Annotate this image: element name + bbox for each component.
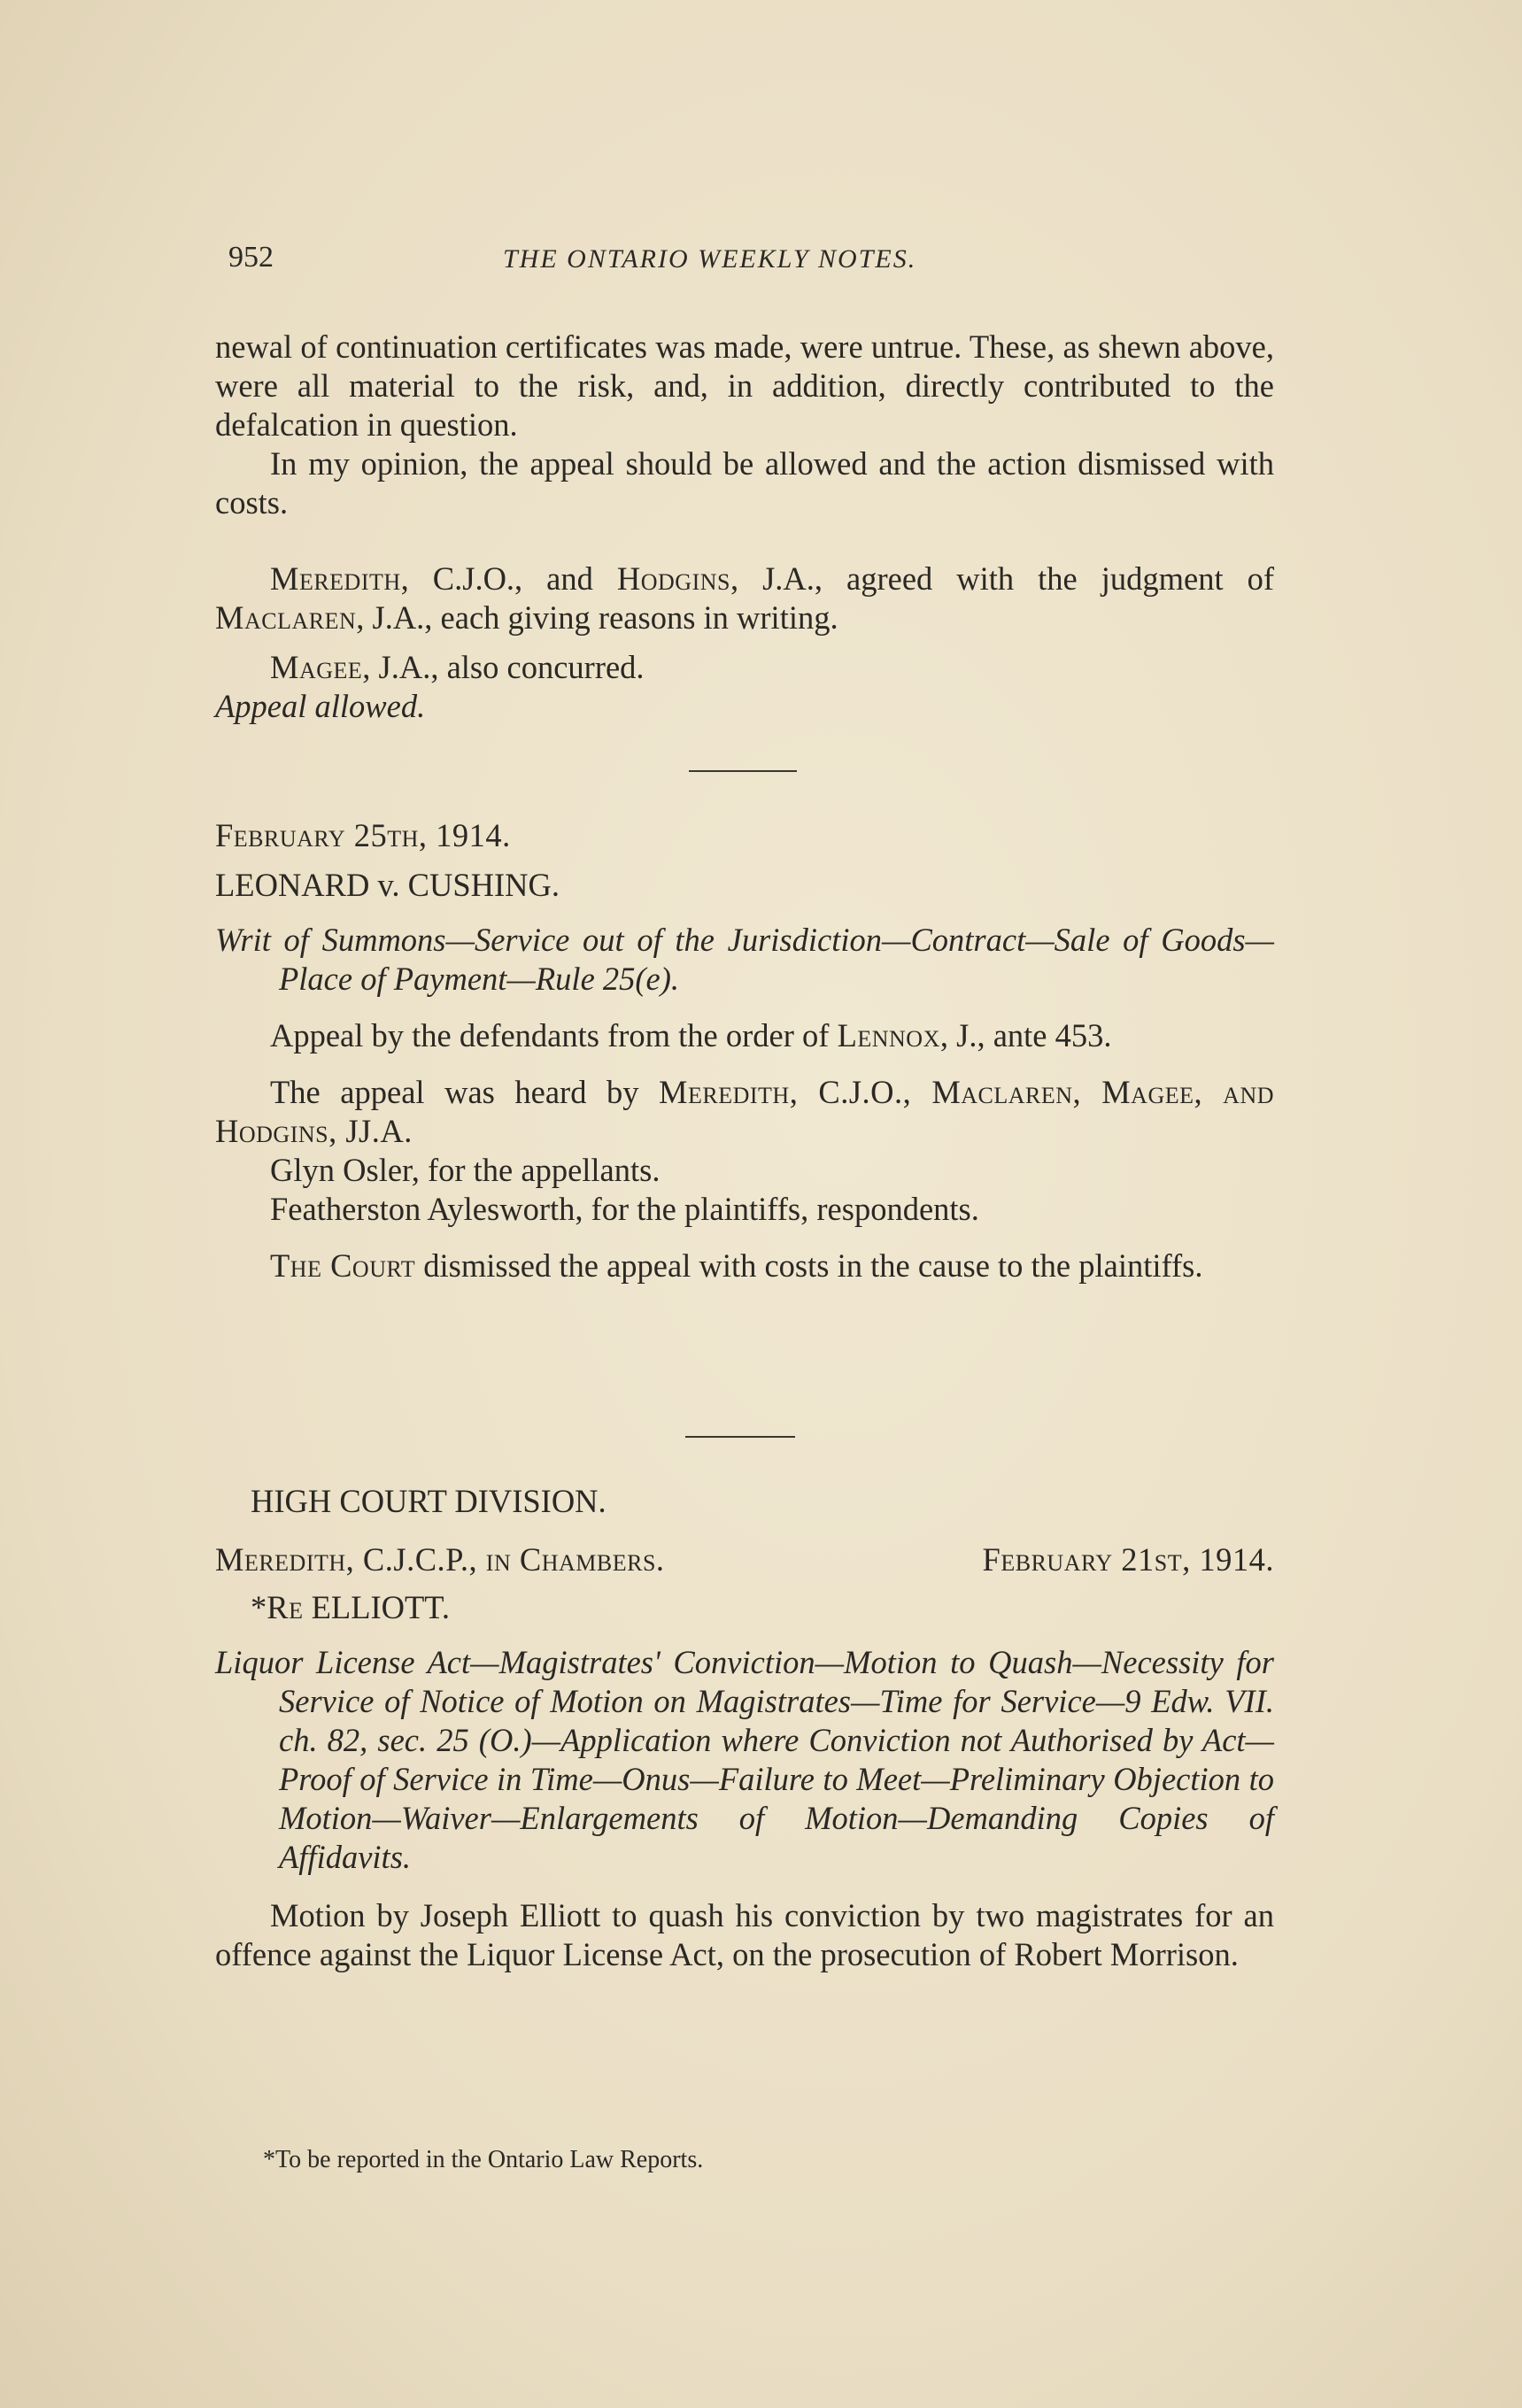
paragraph-heard: The appeal was heard by Meredith, C.J.O., Maclaren, Magee, and Hodgins, JJ.A. (215, 1074, 1274, 1149)
case-date: February 21st, 1914. (982, 1541, 1274, 1578)
case-headnote: Liquor License Act—Magistrates' Conviction—Motion to Quash—Necessity for Service of Notice of Motion on Magistrates—Time for Service—9 Edw. VII. ch. 82, sec. 25 (O.)—Application where Conviction not Authorised by Act—Proof of Service in Time—Onus—Failure to Meet—Preliminary Objection to Motion—Waiver—Enlargements of Motion—Demanding Copies of Affidavits. (215, 1644, 1274, 1875)
footnote: *To be reported in the Ontario Law Reports. (263, 2146, 704, 2173)
case-title: LEONARD v. CUSHING. (215, 867, 560, 903)
paragraph-concurred: Magee, J.A., also concurred. (270, 649, 645, 685)
section-divider (685, 1436, 795, 1438)
paragraph-agreement: Meredith, C.J.O., and Hodgins, J.A., agreed with the judgment of Maclaren, J.A., each giving reasons in writing. (215, 560, 1274, 636)
case-title: *Re ELLIOTT. (251, 1589, 451, 1625)
judge-name: Maclaren (215, 599, 357, 636)
main-text (215, 328, 1274, 522)
counsel-respondents: Featherston Aylesworth, for the plaintiffs, respondents. (270, 1191, 979, 1227)
case-leonard (215, 816, 1274, 1285)
paragraph-motion: Motion by Joseph Elliott to quash his conviction by two magistrates for an offence against the Liquor License Act, on the prosecution of Robert Morrison. (215, 1897, 1274, 1972)
appeal-result: Appeal allowed. (215, 688, 426, 724)
counsel-appellants: Glyn Osler, for the appellants. (270, 1152, 661, 1188)
case-byline (215, 1540, 1274, 1579)
case-date: February 25th, 1914. (215, 817, 511, 853)
case-headnote: Writ of Summons—Service out of the Jurisdiction—Contract—Sale of Goods—Place of Payment—Rule 25(e). (215, 922, 1274, 997)
paragraph-appeal: Appeal by the defendants from the order of Lennox, J., ante 453. (270, 1017, 1112, 1054)
judges-list: Meredith, C.J.O., Maclaren, Magee, and Hodgins, JJ.A. (215, 1074, 1274, 1149)
case-judge-line: Meredith, C.J.C.P., in Chambers. (215, 1541, 665, 1578)
paragraph-decision: The Court dismissed the appeal with costs in the cause to the plaintiffs. (270, 1247, 1203, 1284)
judge-name: Hodgins (616, 560, 730, 597)
paragraph-opinion: In my opinion, the appeal should be allowed and the action dismissed with costs. (215, 445, 1274, 521)
page-number: 952 (228, 241, 274, 274)
judge-name: Magee (270, 649, 363, 685)
concurrence-block (215, 560, 1274, 726)
division-heading: HIGH COURT DIVISION. (251, 1483, 606, 1519)
court-name: The Court (270, 1247, 416, 1284)
case-elliott (215, 1482, 1274, 1974)
running-title: THE ONTARIO WEEKLY NOTES. (503, 244, 917, 274)
judge-name: Lennox (837, 1017, 940, 1054)
paragraph-continuation: newal of continuation certificates was made, were untrue. These, as shewn above, were all material to the risk, and, in addition, directly contributed to the defalcation in question. (215, 328, 1274, 443)
section-divider (689, 770, 797, 772)
judge-name: Meredith (270, 560, 401, 597)
